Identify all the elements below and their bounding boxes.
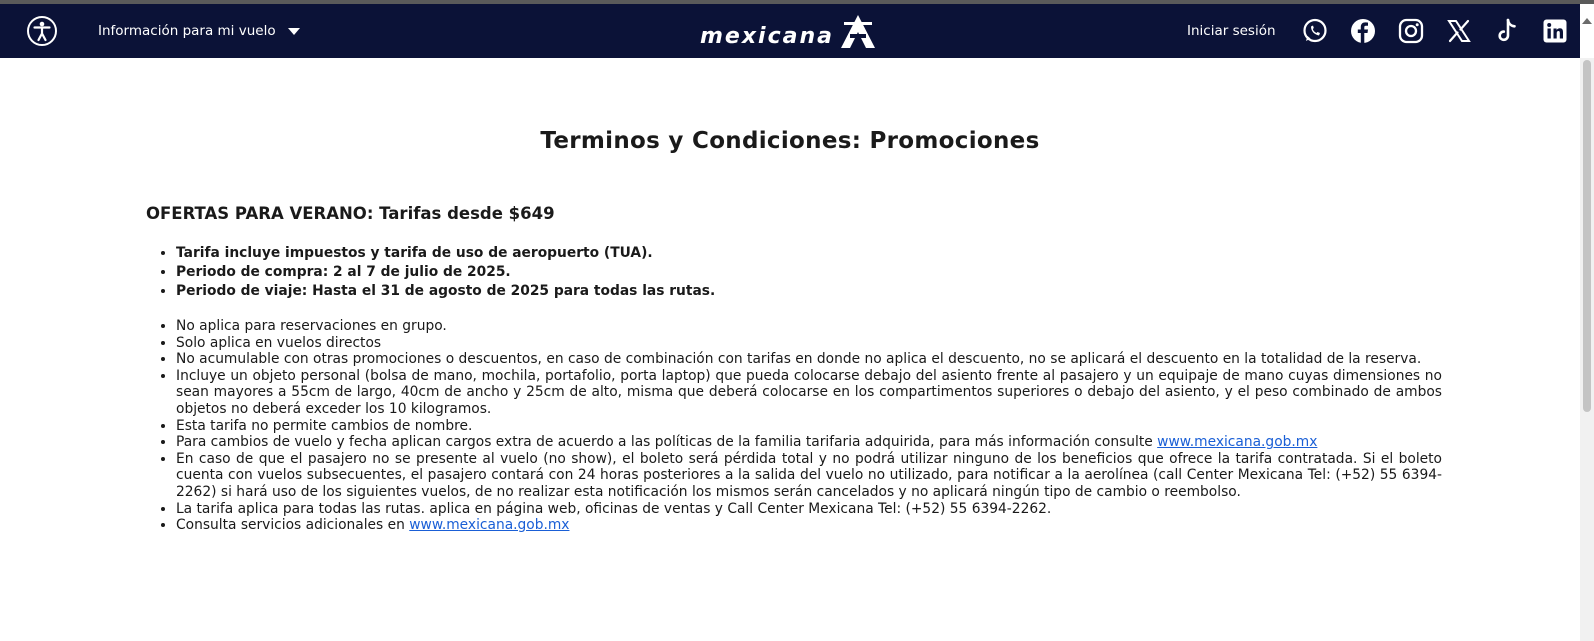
list-item <box>176 434 1442 451</box>
mexicana-website-link-2[interactable]: www.mexicana.gob.mx <box>409 517 570 534</box>
flight-info-label: Información para mi vuelo <box>98 23 276 39</box>
tiktok-icon[interactable] <box>1493 17 1521 45</box>
list-item: • No acumulable con otras promociones o descuentos, en caso de combinación con tarifas en donde no aplica el descuento, no se aplicará el descuento en la totalidad de la reserva. <box>176 351 1442 368</box>
facebook-icon[interactable] <box>1349 17 1377 45</box>
list-item: • La tarifa aplica para todas las rutas. aplica en página web, oficinas de ventas y Call Center Mexicana Tel: (+52) 55 6394-2262. <box>176 501 1442 518</box>
list-item-text: Para cambios de vuelo y fecha aplican cargos extra de acuerdo a las políticas de la familia tarifaria adquirida, para más información consulte <box>176 434 1153 451</box>
accessibility-icon[interactable] <box>26 15 58 47</box>
instagram-icon[interactable] <box>1397 17 1425 45</box>
page-title: Terminos y Condiciones: Promociones <box>540 128 1040 154</box>
scrollbar-thumb[interactable] <box>1583 60 1591 412</box>
list-item <box>176 517 1442 534</box>
list-item: • Tarifa incluye impuestos y tarifa de uso de aeropuerto (TUA). <box>176 244 1442 263</box>
whatsapp-icon[interactable] <box>1301 17 1329 45</box>
list-item: • Periodo de viaje: Hasta el 31 de agosto de 2025 para todas las rutas. <box>176 282 1442 301</box>
highlights-list <box>146 244 1442 301</box>
top-navigation-bar <box>0 0 1594 58</box>
list-item: • Periodo de compra: 2 al 7 de julio de 2025. <box>176 263 1442 282</box>
linkedin-icon[interactable] <box>1541 17 1569 45</box>
x-icon[interactable] <box>1445 17 1473 45</box>
mexicana-eagle-logo-icon <box>840 14 876 50</box>
chevron-down-icon <box>288 28 300 35</box>
mexicana-website-link[interactable]: www.mexicana.gob.mx <box>1157 434 1318 451</box>
list-item-text: Consulta servicios adicionales en <box>176 517 405 534</box>
list-item: • Solo aplica en vuelos directos <box>176 335 1442 352</box>
logo-text: mexicana <box>700 23 834 49</box>
scroll-up-arrow-icon[interactable] <box>1582 18 1592 24</box>
conditions-list <box>146 318 1442 534</box>
login-link[interactable]: Iniciar sesión <box>1187 23 1276 39</box>
list-item: • Incluye un objeto personal (bolsa de mano, mochila, portafolio, porta laptop) que pueda colocarse debajo del asiento frente al pasajero y un equipaje de mano cuyas dimensiones no sean mayores a 55cm de largo, 40cm de ancho y 25cm de alto, misma que deberá colocarse en los compartimentos superiores o debajo del asiento, y el peso combinado de ambos objetos no deberá exceder los 10 kilogramos. <box>176 368 1442 418</box>
vertical-scrollbar[interactable] <box>1580 58 1594 641</box>
mexicana-logo[interactable] <box>700 14 876 50</box>
list-item: • No aplica para reservaciones en grupo. <box>176 318 1442 335</box>
scrollbar-top-area <box>1580 4 1594 58</box>
list-item: • Esta tarifa no permite cambios de nombre. <box>176 418 1442 435</box>
list-item: • En caso de que el pasajero no se presente al vuelo (no show), el boleto será pérdida total y no podrá utilizar ninguno de los beneficios que ofrece la tarifa contratada. Si el boleto cuenta con vuelos subsecuentes, el pasajero contará con 24 horas posteriores a la salida del vuelo no utilizado, para notificar a la aerolínea (call Center Mexicana Tel: (+52) 55 6394-2262) si hará uso de los siguientes vuelos, de no realizar esta notificación los mismos serán cancelados y no aplicará ningún tipo de cambio o reembolso. <box>176 451 1442 501</box>
flight-info-dropdown[interactable] <box>98 23 300 39</box>
section-title: OFERTAS PARA VERANO: Tarifas desde $649 <box>146 204 555 223</box>
